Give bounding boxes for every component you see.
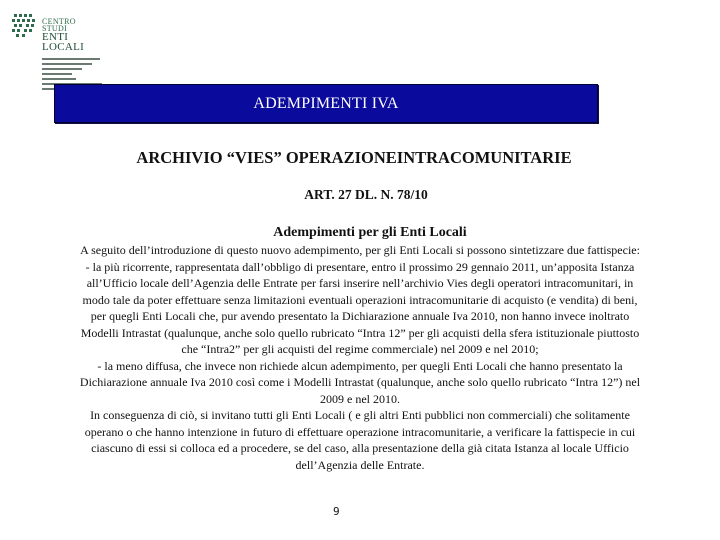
body-line: per quegli Enti Locali che, pur avendo presentato la Dichiarazione annuale Iva 2010, non hanno invece inoltrato [90, 309, 630, 323]
body-line: dell’Agenzia delle Entrate. [295, 457, 425, 472]
body-line: ciascuno di essi si colloca ed a procedere, se del caso, alla presentazione della già citata Istanza al locale Ufficio [91, 441, 629, 455]
body-line: In conseguenza di ciò, si invitano tutti gli Enti Locali ( e gli altri Enti pubblici non commerciali) che solitamente [90, 408, 630, 422]
page-number: 9 [333, 505, 340, 518]
logo-name [42, 18, 84, 52]
logo-line-locali: LOCALI [42, 41, 85, 53]
body-line: all’Ufficio locale dell’Agenzia delle Entrate per farsi inserire nell’archivio Vies degli operatori intracomunitari, in [86, 276, 634, 290]
subtitle-heading [0, 225, 720, 241]
main-heading-text: ARCHIVIO “VIES” OPERAZIONEINTRACOMUNITARIE [136, 148, 572, 167]
logo-line-enti: ENTI [42, 31, 69, 43]
article-heading [0, 187, 720, 203]
body-line: 2009 e nel 2010. [320, 391, 400, 406]
main-heading [0, 148, 720, 168]
banner-title: ADEMPIMENTI IVA [253, 94, 399, 112]
logo-line-centro: CENTRO [42, 17, 76, 26]
body-line: A seguito dell’introduzione di questo nuovo adempimento, per gli Enti Locali si possono sintetizzare due fattispecie: [80, 243, 640, 257]
body-line: operano o che hanno intenzione in futuro di effettuare operazione intracomunitarie, a verificare la fattispecie in cui [84, 424, 636, 439]
body-line: - la meno diffusa, che invece non richiede alcun adempimento, per quegli Enti Locali che hanno presentato la [97, 358, 623, 373]
title-banner [54, 84, 598, 123]
body-paragraph [20, 242, 700, 473]
body-line: Dichiarazione annuale Iva 2010 così come i Modelli Intrastat (qualunque, anche solo quello rubricato “Intra 12”) nel [79, 375, 641, 389]
logo-centro-studi-enti-locali [12, 12, 102, 92]
body-line: modo tale da poter effettuare senza limitazioni eventuali operazioni intracomunitarie di acquisto (e vendita) di beni, [82, 292, 638, 307]
logo-grid-icon [12, 14, 40, 36]
body-line: - la più ricorrente, rappresentata dall’obbligo di presentare, entro il prossimo 29 gennaio 2011, un’apposita Istanza [85, 259, 635, 274]
body-line: che “Intra2” per gli acquisti del regime commerciale) nel 2009 e nel 2010; [181, 342, 539, 356]
logo-line-studi: STUDI [42, 24, 68, 33]
body-line: Modelli Intrastat (qualunque, anche solo quello rubricato “Intra 12” per gli acquisti della sfera istituzionale piuttosto [80, 325, 640, 340]
subtitle-heading-text: Adempimenti per gli Enti Locali [273, 225, 467, 240]
article-heading-text: ART. 27 DL. N. 78/10 [304, 187, 428, 202]
